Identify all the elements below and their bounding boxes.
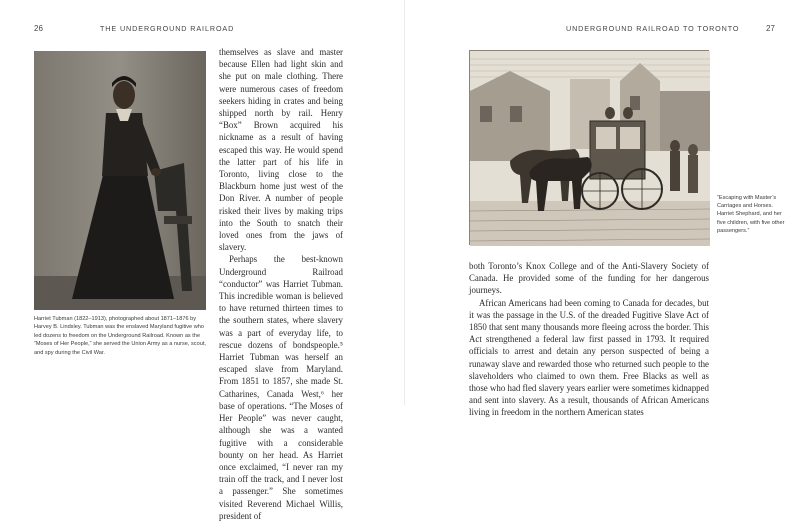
left-running-head: THE UNDERGROUND RAILROAD [100, 24, 235, 33]
right-page-number: 27 [766, 23, 775, 33]
harriet-tubman-photo [34, 51, 206, 310]
paragraph: themselves as slave and master because Ellen had light skin and she put on male clothing. There were numerous cases of freedom seekers hiding in crates and being shipped north by rail. Henry “Box” Brown acquired his nickname as a result of having escaped this way. He would spend the latter part of his life in Toronto, living close to the Blackburn home just west of the Don River. A number of people risked their lives by making trips into the South to snatch their loved ones from the jaws of slavery. [219, 47, 343, 253]
right-body-text [469, 260, 709, 419]
paragraph: both Toronto’s Knox College and of the Anti-Slavery Society of Canada. He provided some of the funding for her dangerous journeys. [469, 261, 709, 296]
photo-caption: Harriet Tubman (1822–1913), photographed about 1871–1876 by Harvey B. Lindsley. Tubman was the enslaved Maryland fugitive who led dozens to freedom on the Underground Railroad. Known as the “Moses of Her People,” she served the Union Army as a nurse, scout, and spy during the Civil War. [34, 316, 206, 356]
left-page-number: 26 [34, 23, 43, 33]
left-page [0, 0, 405, 521]
left-body-text [219, 46, 343, 522]
escaping-carriage-engraving [469, 50, 709, 245]
paragraph: Perhaps the best-known Underground Railroad “conductor” was Harriet Tubman. This incredible woman is believed to have returned thirteen times to the southern states, where slavery was a part of everyday life, to rescue dozens of bondspeople.⁵ Harriet Tubman was herself an escaped slave from Maryland. From 1851 to 1857, she made St. Catharines, Canada West,⁶ her base of operations. “The Moses of Her People” was never caught, although she was a wanted fugitive with a considerable bounty on her head. As Harriet once exclaimed, “I never ran my train off the track, and I never lost a passenger.” She sometimes visited Reverend Michael Willis, president of [219, 254, 343, 521]
right-running-head: UNDERGROUND RAILROAD TO TORONTO [566, 24, 740, 33]
paragraph: African Americans had been coming to Canada for decades, but it was the passage in the U.S. of the dreaded Fugitive Slave Act of 1850 that sent many thousands more fleeing across the border. This Act strengthened a federal law first passed in 1793. It required officials to arrest and detain any person suspected of being a runaway slave and rewarded those who returned such people to the slaveholders who claimed to own them. Free Blacks as well as those who had fled slavery years earlier were sometimes kidnapped and sent into slavery. As a result, thousands of African Americans living in freedom in the northern American states [469, 297, 709, 418]
engraving-caption: “Escaping with Master’s Carriages and Horses. Harriet Shephard, and her five children, with five other passengers.” [717, 195, 785, 234]
